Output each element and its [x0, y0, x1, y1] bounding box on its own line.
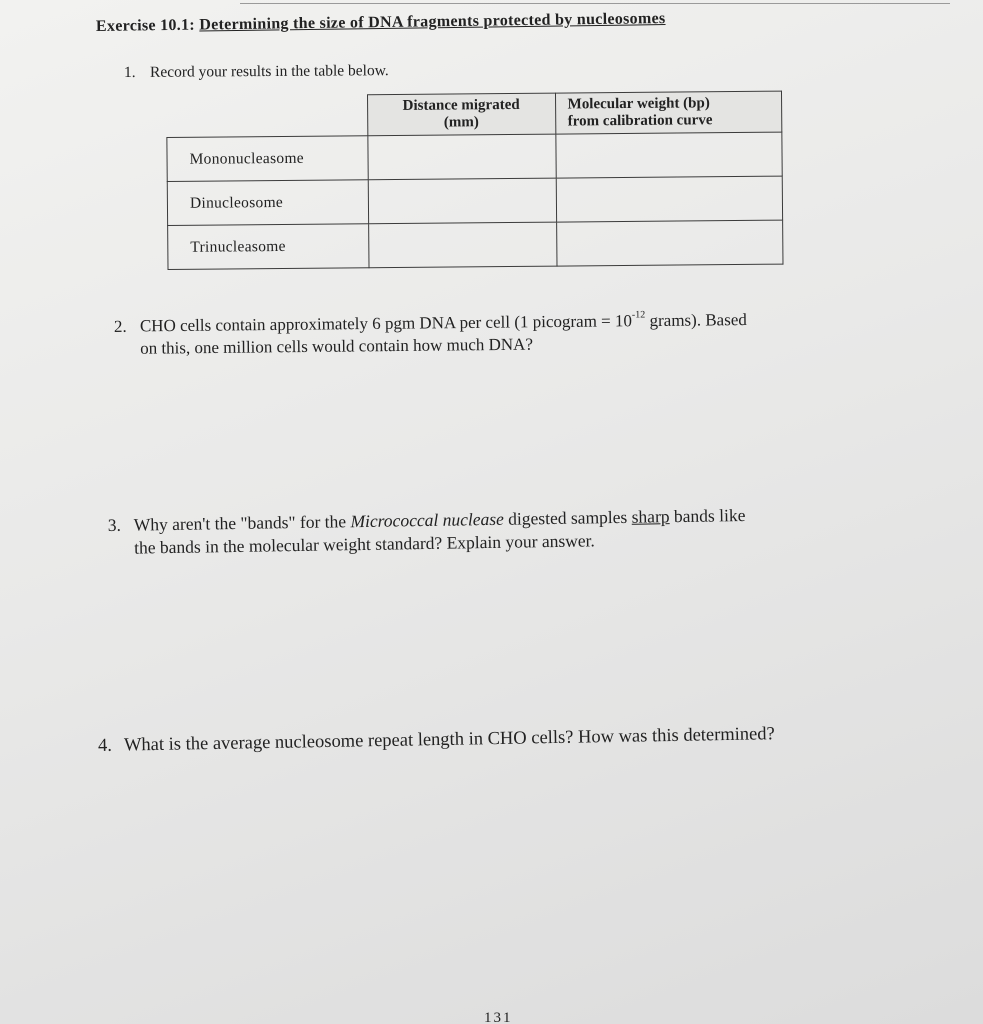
header-mw-line-1: Molecular weight (bp)	[567, 95, 710, 113]
question-2-text-a: CHO cells contain approximately 6 pgm DNA per cell (1 picogram = 10	[139, 311, 633, 336]
table-row	[168, 220, 783, 269]
header-distance-line-1: Distance migrated	[402, 96, 520, 114]
cell-mono-distance[interactable]	[367, 134, 555, 180]
question-3	[108, 504, 746, 560]
question-4	[98, 724, 775, 757]
exercise-title	[96, 10, 666, 36]
row-label-trinucleasome: Trinucleasome	[168, 224, 369, 270]
page-number: 131	[484, 1010, 513, 1024]
question-3-underlined-word: sharp	[631, 506, 670, 527]
results-table	[166, 91, 783, 270]
question-1-number: 1.	[123, 63, 136, 81]
header-molecular-weight	[555, 91, 782, 134]
question-4-text: What is the average nucleosome repeat length in CHO cells? How was this determined?	[123, 724, 775, 756]
question-2	[114, 305, 747, 359]
question-2-line-2: on this, one million cells would contain how much DNA?	[140, 334, 534, 358]
exercise-title-prefix: Exercise 10.1:	[95, 16, 200, 35]
table-header-row	[167, 91, 782, 137]
question-3-text-b: digested samples	[503, 506, 632, 529]
results-table-wrapper	[166, 91, 784, 276]
question-3-number: 3.	[107, 514, 122, 536]
cell-di-molecular-weight[interactable]	[556, 176, 783, 222]
cell-mono-molecular-weight[interactable]	[555, 132, 782, 178]
question-2-text-b: grams). Based	[645, 310, 747, 331]
top-rule	[240, 3, 950, 4]
question-3-text-a: Why aren't the "bands" for the	[133, 511, 351, 535]
cell-di-distance[interactable]	[368, 178, 556, 224]
header-distance-migrated	[367, 93, 555, 136]
question-4-number: 4.	[97, 735, 113, 756]
question-2-number: 2.	[113, 316, 127, 336]
table-row	[167, 132, 782, 181]
cell-tri-molecular-weight[interactable]	[556, 220, 783, 266]
row-label-mononucleasome: Mononucleasome	[167, 136, 368, 182]
question-1-text: Record your results in the table below.	[149, 62, 389, 81]
header-mw-line-2: from calibration curve	[567, 112, 713, 130]
question-1	[124, 62, 389, 82]
question-3-line-2: the bands in the molecular weight standard? Explain your answer.	[134, 530, 595, 558]
exercise-title-underlined: Determining the size of DNA fragments protected by nucleosomes	[199, 10, 666, 34]
question-2-exponent: -12	[631, 309, 646, 321]
row-label-dinucleosome: Dinucleosome	[167, 180, 368, 226]
question-3-italic-term: Micrococcal nuclease	[350, 508, 504, 532]
header-distance-line-2: (mm)	[443, 114, 479, 131]
table-row	[167, 176, 782, 225]
cell-tri-distance[interactable]	[368, 222, 556, 268]
table-corner-cell	[167, 95, 368, 138]
question-3-text-c: bands like	[669, 504, 746, 527]
